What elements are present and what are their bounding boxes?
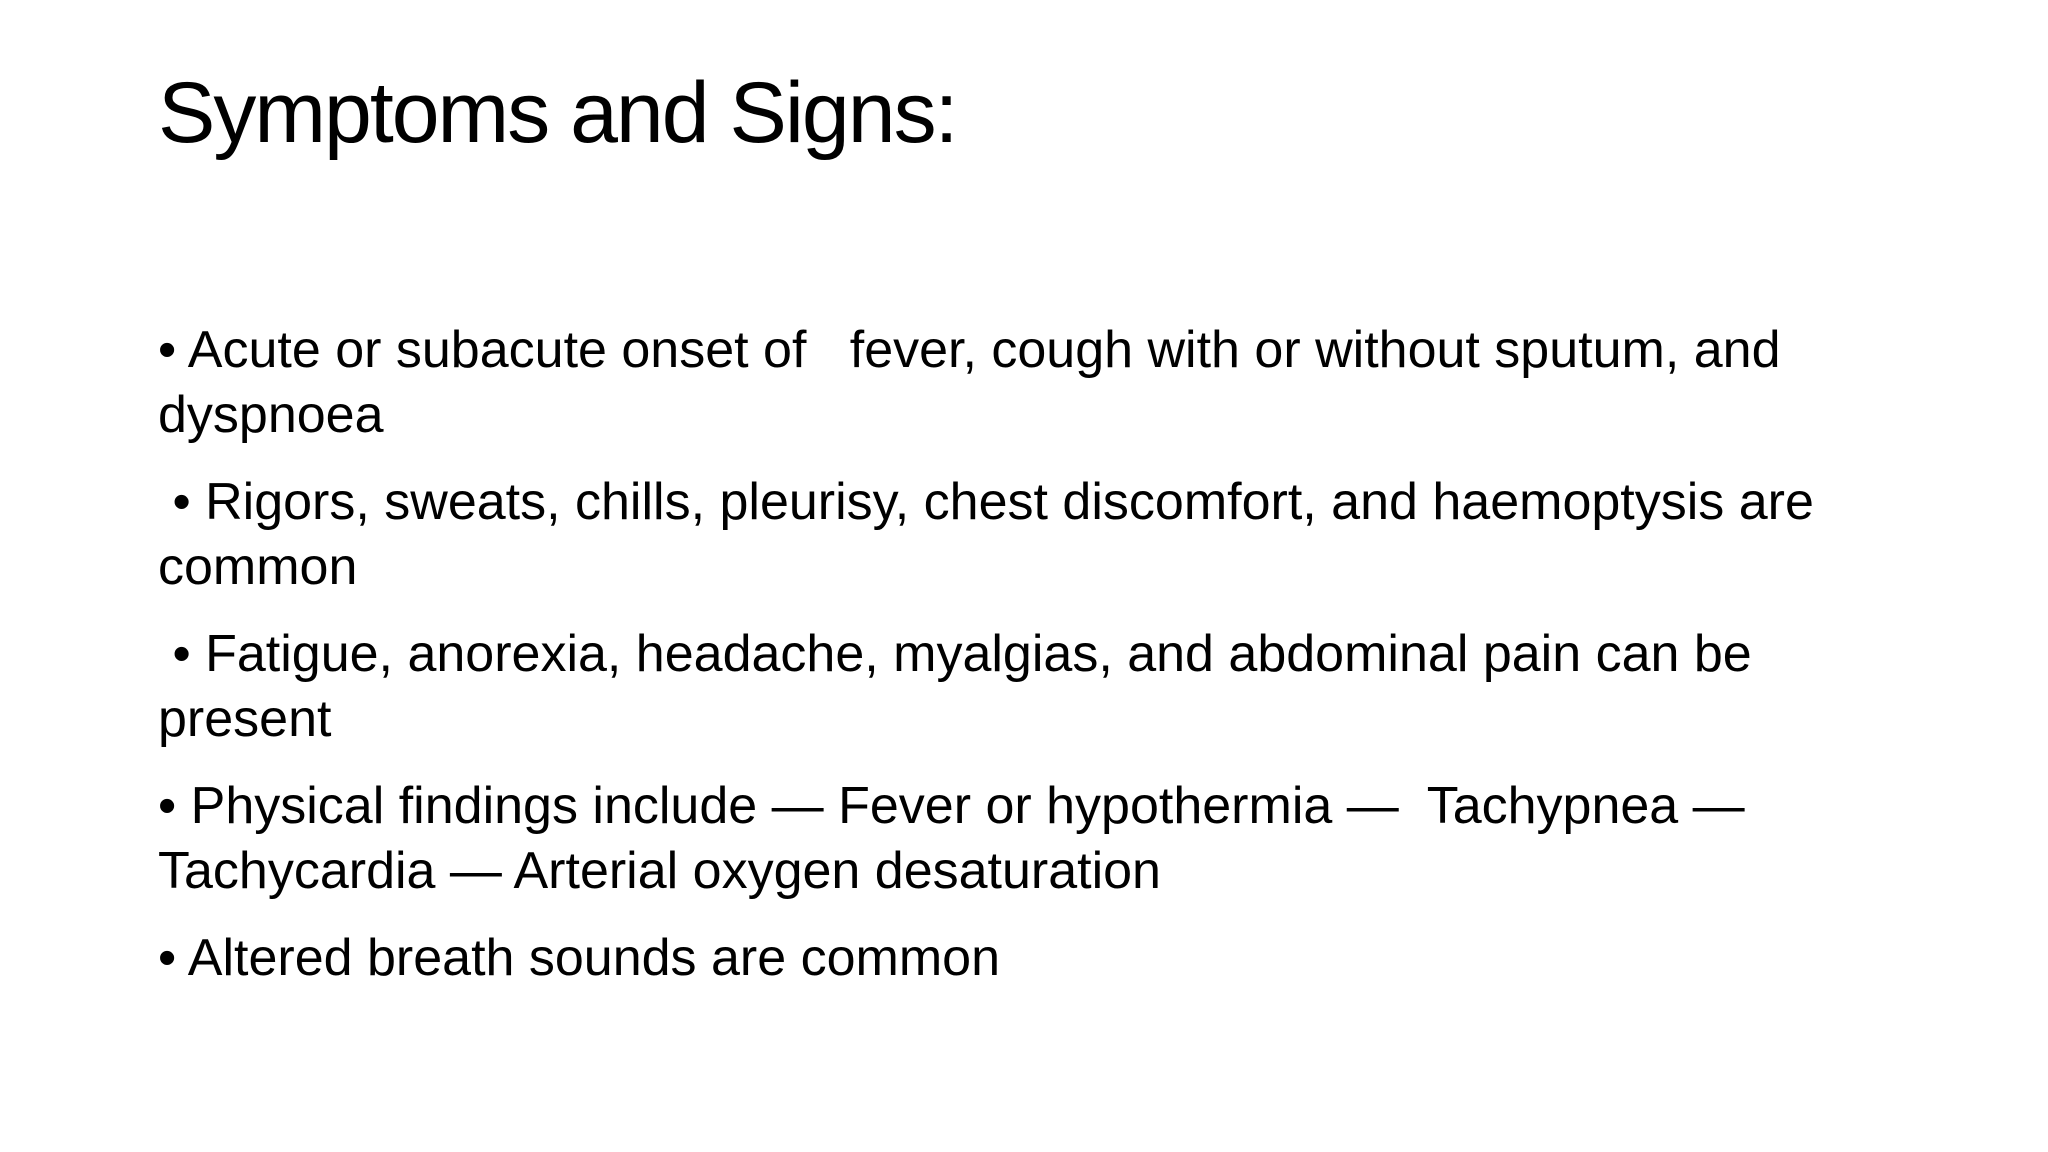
slide-title: Symptoms and Signs: xyxy=(158,65,957,161)
bullet-item-onset: • Acute or subacute onset of fever, cough with or without sputum, and dyspnoea xyxy=(158,321,1795,444)
bullet-item-rigors: • Rigors, sweats, chills, pleurisy, chest discomfort, and haemoptysis are common xyxy=(158,473,1829,596)
bullet-item-fatigue: • Fatigue, anorexia, headache, myalgias, and abdominal pain can be present xyxy=(158,625,1767,748)
bullet-item-physical-findings: • Physical findings include — Fever or hypothermia — Tachypnea — Tachycardia — Arterial oxygen desaturation xyxy=(158,777,1759,900)
bullet-list xyxy=(158,318,1918,1013)
bullet-item-breath-sounds: • Altered breath sounds are common xyxy=(158,929,1001,987)
